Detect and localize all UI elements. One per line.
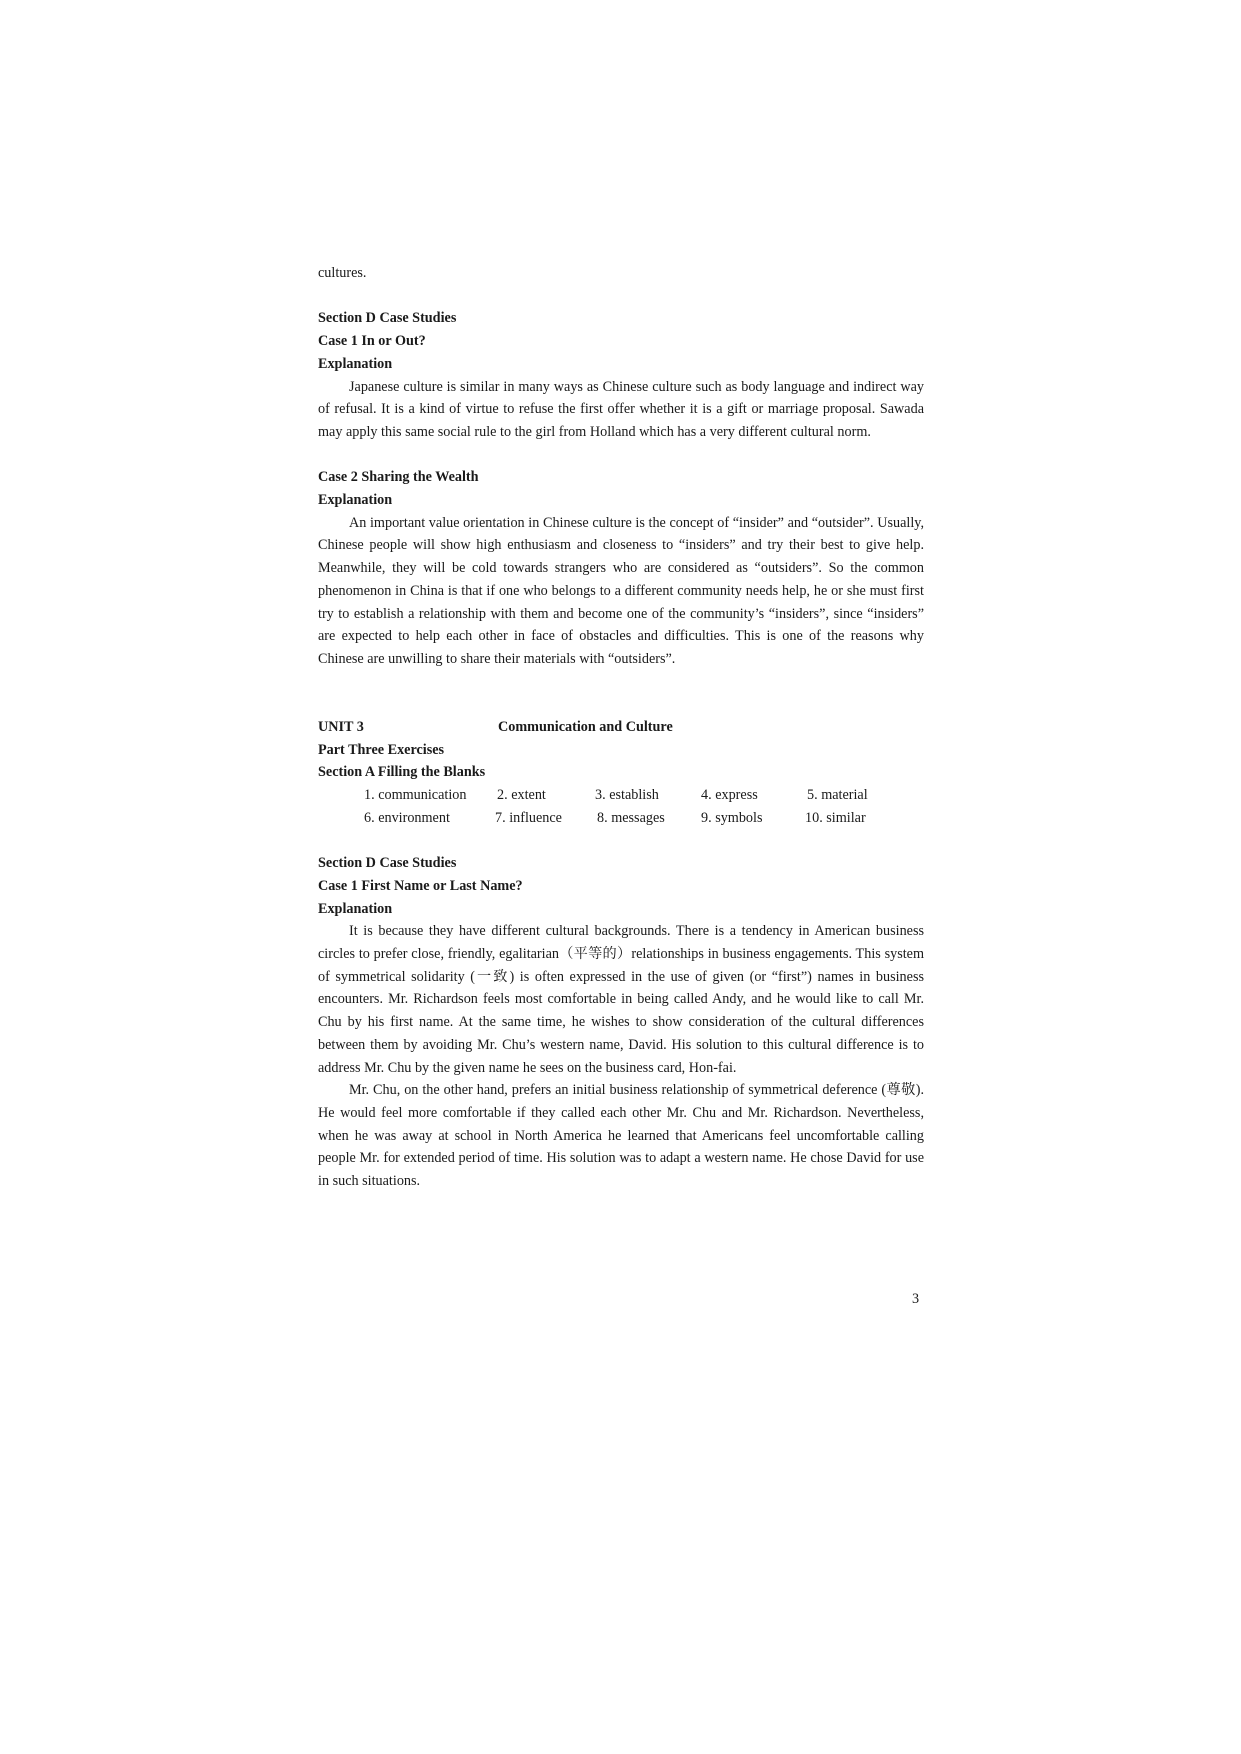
explanation-label: Explanation bbox=[318, 900, 393, 917]
carryover-line: cultures. bbox=[318, 265, 367, 281]
case-title: Case 1 First Name or Last Name? bbox=[318, 877, 523, 894]
spacer bbox=[318, 285, 924, 308]
unit-heading bbox=[318, 716, 924, 739]
answer-item: 9. symbols bbox=[701, 809, 763, 826]
answer-item: 2. extent bbox=[497, 787, 546, 804]
spacer bbox=[318, 830, 924, 853]
case-title: Case 2 Sharing the Wealth bbox=[318, 469, 479, 486]
section-heading: Section A Filling the Blanks bbox=[318, 764, 486, 781]
case-explanation-text: Mr. Chu, on the other hand, prefers an initial business relationship of symmetrical deference (尊敬). He would feel more comfortable if they called each other Mr. Chu and Mr. Richardson. Nevertheless, when he was away at school in North America he learned that Americans feel uncomfortable calling people Mr. for extended period of time. His solution was to adapt a western name. He chose David for use in such situations. bbox=[318, 1082, 924, 1190]
spacer bbox=[318, 671, 924, 716]
answer-item: 6. environment bbox=[364, 809, 450, 826]
section-heading: Section D Case Studies bbox=[318, 310, 457, 327]
part-heading: Part Three Exercises bbox=[318, 741, 445, 758]
answer-item: 5. material bbox=[807, 787, 868, 804]
page-number: 3 bbox=[912, 1291, 920, 1307]
answer-item: 1. communication bbox=[364, 787, 467, 804]
explanation-label: Explanation bbox=[318, 355, 393, 372]
answer-item: 3. establish bbox=[595, 787, 659, 804]
answer-row bbox=[318, 807, 924, 830]
case-title: Case 1 In or Out? bbox=[318, 333, 426, 350]
answer-item: 8. messages bbox=[597, 809, 665, 826]
case-explanation-text: Japanese culture is similar in many ways as Chinese culture such as body language and indirect way of refusal. It is a kind of virtue to refuse the first offer whether it is a gift or marriage proposal. Sawada may apply this same social rule to the girl from Holland which has a very different cultural norm. bbox=[318, 378, 924, 440]
section-heading: Section D Case Studies bbox=[318, 855, 457, 872]
answer-row bbox=[318, 784, 924, 807]
answer-item: 10. similar bbox=[805, 809, 866, 826]
case-explanation-text: It is because they have different cultural backgrounds. There is a tendency in American business circles to prefer close, friendly, egalitarian（平等的）relationships in business engagements. This system of symmetrical solidarity (一致) is often expressed in the use of given (or “first”) names in business encounters. Mr. Richardson feels most comfortable in being called Andy, and he would like to call Mr. Chu by his first name. At the same time, he wishes to show consideration of the cultural differences between them by avoiding Mr. Chu’s western name, David. His solution to this cultural difference is to address Mr. Chu by the given name he sees on the business card, Hon-fai. bbox=[318, 923, 924, 1076]
explanation-label: Explanation bbox=[318, 492, 393, 508]
answer-item: 7. influence bbox=[495, 809, 562, 826]
case-explanation-text: An important value orientation in Chinese culture is the concept of “insider” and “outsider”. Usually, Chinese people will show high enthusiasm and closeness to “insiders” and try their best to give help. Meanwhile, they will be cold towards strangers who are considered as “outsiders”. So the common phenomenon in China is that if one who belongs to a different community needs help, he or she must first try to establish a relationship with them and become one of the community’s “insiders”, since “insiders” are expected to help each other in face of obstacles and difficulties. This is one of the reasons why Chinese are unwilling to share their materials with “outsiders”. bbox=[318, 514, 924, 667]
unit-title: Communication and Culture bbox=[498, 719, 673, 736]
page-content bbox=[318, 262, 924, 1193]
answer-item: 4. express bbox=[701, 787, 758, 804]
spacer bbox=[318, 444, 924, 467]
unit-number: UNIT 3 bbox=[318, 719, 364, 736]
